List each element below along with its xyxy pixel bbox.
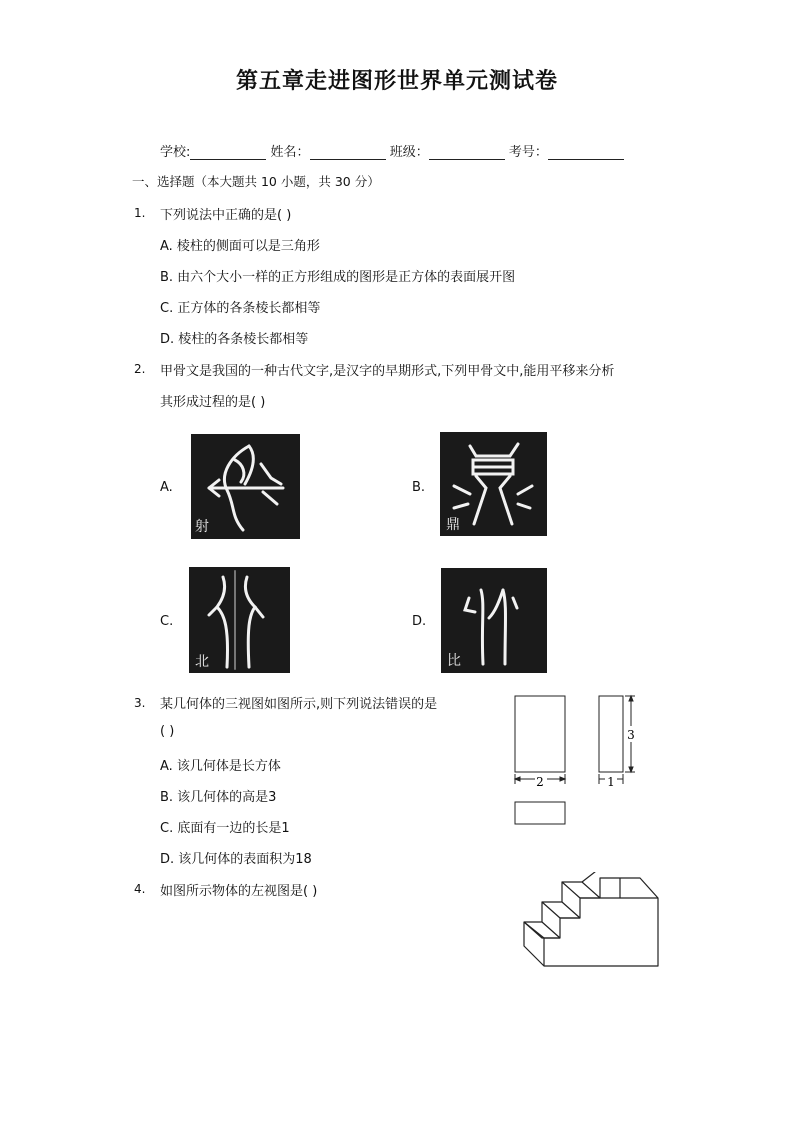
q1-option-c: C. 正方体的各条棱长都相等 xyxy=(160,301,321,316)
q2-text-line2: 其形成过程的是( ) xyxy=(160,395,266,410)
oracle-caption-ding: 鼎 xyxy=(446,517,460,533)
q2-text-line1: 甲骨文是我国的一种古代文字,是汉字的早期形式,下列甲骨文中,能用平移来分析 xyxy=(160,364,615,379)
depth-dim-label: 1 xyxy=(607,775,615,789)
q2-label-a: A. xyxy=(160,480,173,495)
student-info-line xyxy=(160,141,624,160)
width-dim-label: 2 xyxy=(536,775,544,789)
q3-option-c: C. 底面有一边的长是1 xyxy=(160,821,290,836)
page-title: 第五章走进图形世界单元测试卷 xyxy=(235,68,558,94)
q3-option-a: A. 该几何体是长方体 xyxy=(160,759,281,774)
q2-label-c: C. xyxy=(160,614,174,629)
oracle-image-she xyxy=(191,434,300,539)
section-heading: 一、选择题（本大题共 10 小题，共 30 分） xyxy=(132,174,380,189)
q1-text: 下列说法中正确的是( ) xyxy=(160,208,292,223)
school-blank xyxy=(190,145,266,160)
oracle-image-ding xyxy=(440,432,547,536)
class-label: 班级： xyxy=(389,145,429,160)
q3-number: 3. xyxy=(134,696,146,710)
three-view-diagram xyxy=(505,690,655,830)
side-view-rect xyxy=(599,696,623,772)
q3-option-b: B. 该几何体的高是3 xyxy=(160,790,277,805)
height-dim-label: 3 xyxy=(627,728,635,742)
class-blank xyxy=(429,145,505,160)
front-view-rect xyxy=(515,696,565,772)
top-view-rect xyxy=(515,802,565,824)
oracle-image-bi xyxy=(441,568,547,673)
q3-text-line1: 某几何体的三视图如图所示,则下列说法错误的是 xyxy=(160,697,438,712)
school-label: 学校: xyxy=(160,145,191,160)
exam-number-label: 考号： xyxy=(508,145,548,160)
q1-option-b: B. 由六个大小一样的正方形组成的图形是正方体的表面展开图 xyxy=(160,270,516,285)
q2-number: 2. xyxy=(134,362,146,376)
oracle-caption-bi: 比 xyxy=(447,653,461,669)
q1-number: 1. xyxy=(134,206,146,220)
q2-label-d: D. xyxy=(412,614,427,629)
stairs-diagram xyxy=(520,872,665,972)
q1-option-a: A. 棱柱的侧面可以是三角形 xyxy=(160,239,320,254)
name-blank xyxy=(310,145,386,160)
q1-option-d: D. 棱柱的各条棱长都相等 xyxy=(160,332,309,347)
q2-label-b: B. xyxy=(412,480,426,495)
q4-number: 4. xyxy=(134,882,146,896)
oracle-image-bei xyxy=(189,567,290,673)
q3-text-line2: ( ) xyxy=(160,724,175,739)
oracle-caption-she: 射 xyxy=(195,519,209,535)
q4-text: 如图所示物体的左视图是( ) xyxy=(160,884,318,899)
name-label: 姓名： xyxy=(270,145,310,160)
q3-option-d: D. 该几何体的表面积为18 xyxy=(160,852,312,867)
exam-number-blank xyxy=(548,145,624,160)
oracle-caption-bei: 北 xyxy=(195,654,209,670)
